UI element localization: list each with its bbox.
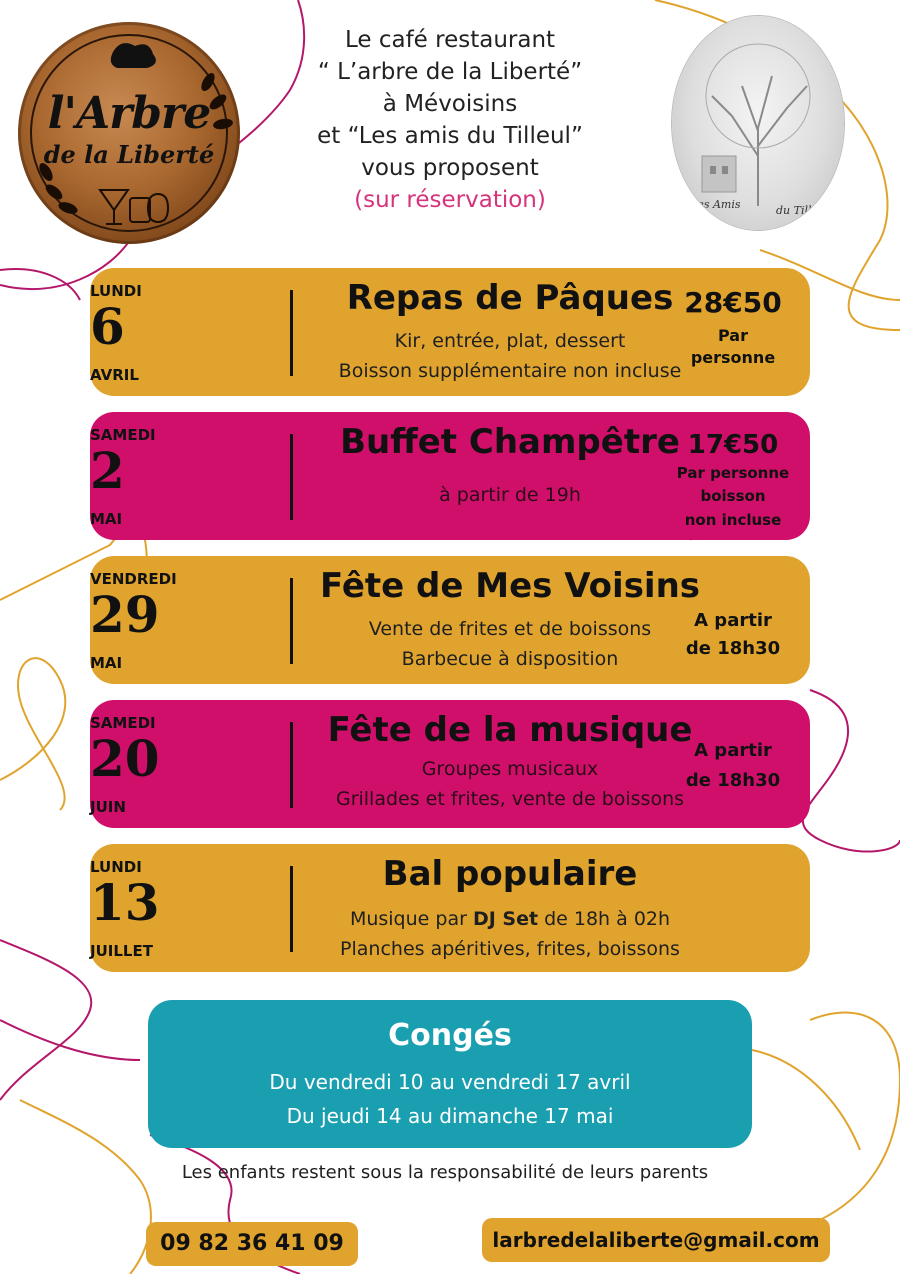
event-detail: à partir de 19h (439, 484, 581, 506)
tree-medallion (672, 16, 844, 230)
event-weekday: SAMEDI (90, 714, 156, 732)
event-card-easter (90, 268, 810, 396)
event-detail: Kir, entrée, plat, dessert (394, 330, 626, 352)
intro-text (290, 24, 610, 216)
divider (290, 722, 293, 808)
event-day-number: 6 (90, 297, 125, 356)
intro-line: à Mévoisins (382, 91, 518, 117)
restaurant-logo (18, 22, 240, 244)
event-day-number: 2 (90, 441, 125, 500)
event-card-neighbours (90, 556, 810, 684)
holiday-closure-box (148, 1000, 752, 1148)
event-detail: Groupes musicaux (421, 758, 599, 780)
price-note: personne (690, 348, 776, 367)
event-card-ball (90, 844, 810, 972)
medallion-caption-left: Les Amis (690, 198, 741, 211)
price-note: Par personne (676, 464, 790, 482)
intro-line: Le café restaurant (344, 27, 556, 53)
closure-title: Congés (388, 1018, 512, 1053)
event-detail (300, 908, 720, 930)
divider (290, 434, 293, 520)
children-notice: Les enfants restent sous la responsabilité de leurs parents (181, 1162, 709, 1183)
logo-title-line2: de la Liberté (43, 140, 215, 169)
event-month: MAI (90, 510, 123, 528)
price-note: non incluse (684, 511, 782, 529)
event-weekday: VENDREDI (90, 570, 177, 588)
event-weekday: SAMEDI (90, 426, 156, 444)
event-detail-part: de 18h à 02h (538, 908, 671, 930)
closure-period: Du vendredi 10 au vendredi 17 avril (269, 1070, 631, 1094)
event-detail: Vente de frites et de boissons (368, 618, 652, 640)
event-detail: Boisson supplémentaire non incluse (338, 360, 682, 382)
reservation-note: (sur réservation) (354, 187, 546, 213)
price-note: boisson (700, 487, 766, 505)
event-detail: Grillades et frites, vente de boissons (335, 788, 685, 810)
divider (290, 578, 293, 664)
intro-line: vous proposent (361, 155, 539, 181)
event-price: 17€50 (687, 430, 779, 460)
event-card-buffet (90, 412, 810, 540)
logo-title-line1: l'Arbre (47, 88, 211, 139)
event-weekday: LUNDI (90, 858, 142, 876)
event-title: Repas de Pâques (346, 278, 674, 318)
intro-line: “ L’arbre de la Liberté” (317, 59, 583, 85)
event-detail-part: Musique par (349, 908, 473, 930)
event-detail: Planches apéritives, frites, boissons (340, 938, 680, 960)
event-time: A partir (694, 610, 772, 631)
event-card-music (90, 700, 810, 828)
event-title: Fête de la musique (327, 710, 693, 750)
price-note: Par (718, 326, 748, 345)
event-weekday: LUNDI (90, 282, 142, 300)
closure-period: Du jeudi 14 au dimanche 17 mai (286, 1104, 614, 1128)
event-month: AVRIL (90, 366, 139, 384)
event-time: A partir (694, 740, 772, 761)
event-price: 28€50 (684, 286, 782, 319)
event-time: de 18h30 (685, 638, 781, 659)
event-month: JUIN (90, 798, 126, 816)
event-month: MAI (90, 654, 123, 672)
intro-line: et “Les amis du Tilleul” (317, 123, 583, 149)
event-month: JUILLET (90, 942, 153, 960)
divider (290, 290, 293, 376)
event-title: Fête de Mes Voisins (319, 566, 701, 606)
event-detail-dj: DJ Set (472, 908, 539, 930)
event-detail: Barbecue à disposition (401, 648, 619, 670)
email-address[interactable]: larbredelaliberte@gmail.com (482, 1218, 830, 1262)
divider (290, 866, 293, 952)
event-title: Buffet Champêtre (340, 422, 680, 462)
event-title: Bal populaire (382, 854, 638, 894)
event-time: de 18h30 (685, 770, 781, 791)
medallion-caption-right: du Tilleul (776, 204, 829, 217)
event-day-number: 13 (90, 873, 160, 932)
event-day-number: 29 (90, 585, 160, 644)
event-day-number: 20 (90, 729, 160, 788)
phone-number[interactable]: 09 82 36 41 09 (146, 1222, 358, 1266)
